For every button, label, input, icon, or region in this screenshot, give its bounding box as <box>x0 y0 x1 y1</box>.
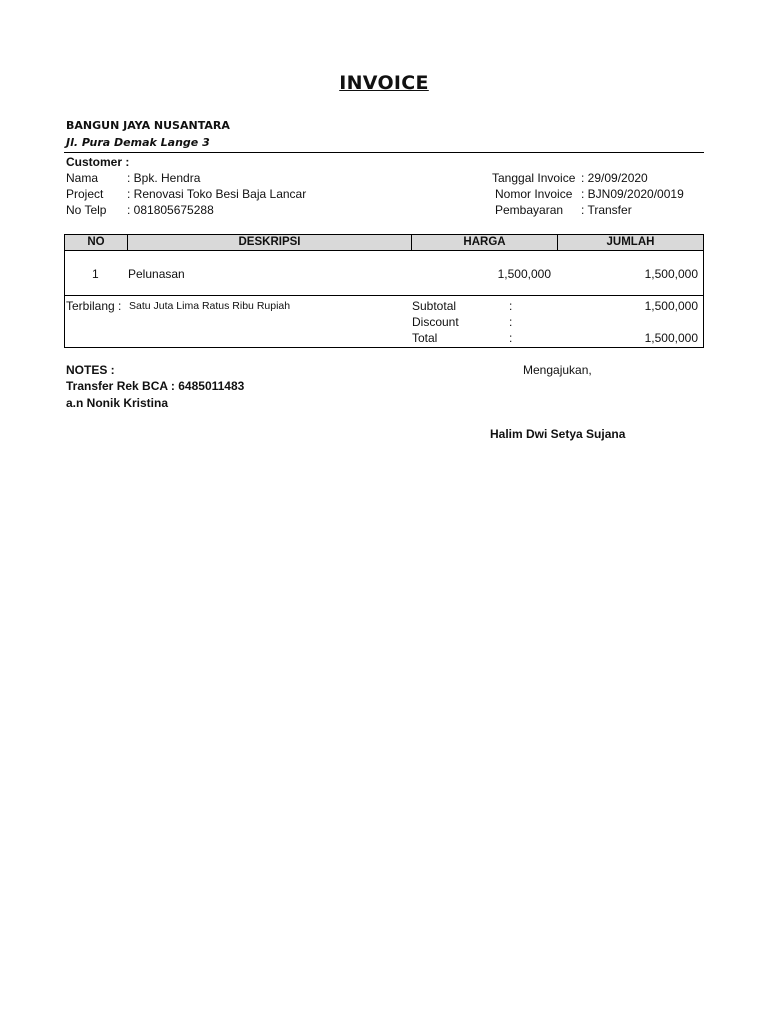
column-header-harga: HARGA <box>463 236 506 248</box>
customer-label-nama: Nama <box>66 171 99 185</box>
total-label: Total <box>412 331 438 345</box>
discount-colon: : <box>509 315 513 329</box>
invoice-table <box>64 234 704 348</box>
table-divider <box>65 295 703 296</box>
company-address: Jl. Pura Demak Lange 3 <box>66 136 210 149</box>
payment-value: : Transfer <box>581 203 632 217</box>
invoice-number-label: Nomor Invoice <box>495 187 573 201</box>
customer-label-project: Project <box>66 187 104 201</box>
invoice-title: INVOICE <box>339 72 429 94</box>
signature-label: Mengajukan, <box>523 363 592 377</box>
notes-bank-account: Transfer Rek BCA : 6485011483 <box>66 379 245 393</box>
customer-value-project: : Renovasi Toko Besi Baja Lancar <box>127 187 307 201</box>
total-colon: : <box>509 331 513 345</box>
invoice-number-value: : BJN09/2020/0019 <box>581 187 684 201</box>
row-deskripsi: Pelunasan <box>128 267 185 281</box>
notes-heading: NOTES : <box>66 363 115 377</box>
total-value: 1,500,000 <box>644 331 698 345</box>
company-name: BANGUN JAYA NUSANTARA <box>66 119 230 132</box>
subtotal-value: 1,500,000 <box>644 299 698 313</box>
column-header-jumlah: JUMLAH <box>606 236 655 248</box>
terbilang-label: Terbilang : <box>66 299 122 313</box>
row-harga: 1,500,000 <box>497 267 551 281</box>
invoice-date-value: : 29/09/2020 <box>581 171 648 185</box>
signature-name: Halim Dwi Setya Sujana <box>490 427 626 441</box>
notes-account-name: a.n Nonik Kristina <box>66 396 169 410</box>
discount-label: Discount <box>412 315 459 329</box>
row-no: 1 <box>92 267 99 281</box>
column-header-deskripsi: DESKRIPSI <box>238 236 301 248</box>
row-jumlah: 1,500,000 <box>644 267 698 281</box>
subtotal-label: Subtotal <box>412 299 457 313</box>
customer-value-nama: : Bpk. Hendra <box>127 171 201 185</box>
terbilang-value: Satu Juta Lima Ratus Ribu Rupiah <box>129 300 291 312</box>
header-divider <box>64 152 704 153</box>
subtotal-colon: : <box>509 299 513 313</box>
customer-heading: Customer : <box>66 155 130 169</box>
column-header-no: NO <box>87 236 105 248</box>
customer-value-telp: : 081805675288 <box>127 203 214 217</box>
invoice-date-label: Tanggal Invoice <box>492 171 576 185</box>
payment-label: Pembayaran <box>495 203 564 217</box>
customer-label-telp: No Telp <box>66 203 107 217</box>
